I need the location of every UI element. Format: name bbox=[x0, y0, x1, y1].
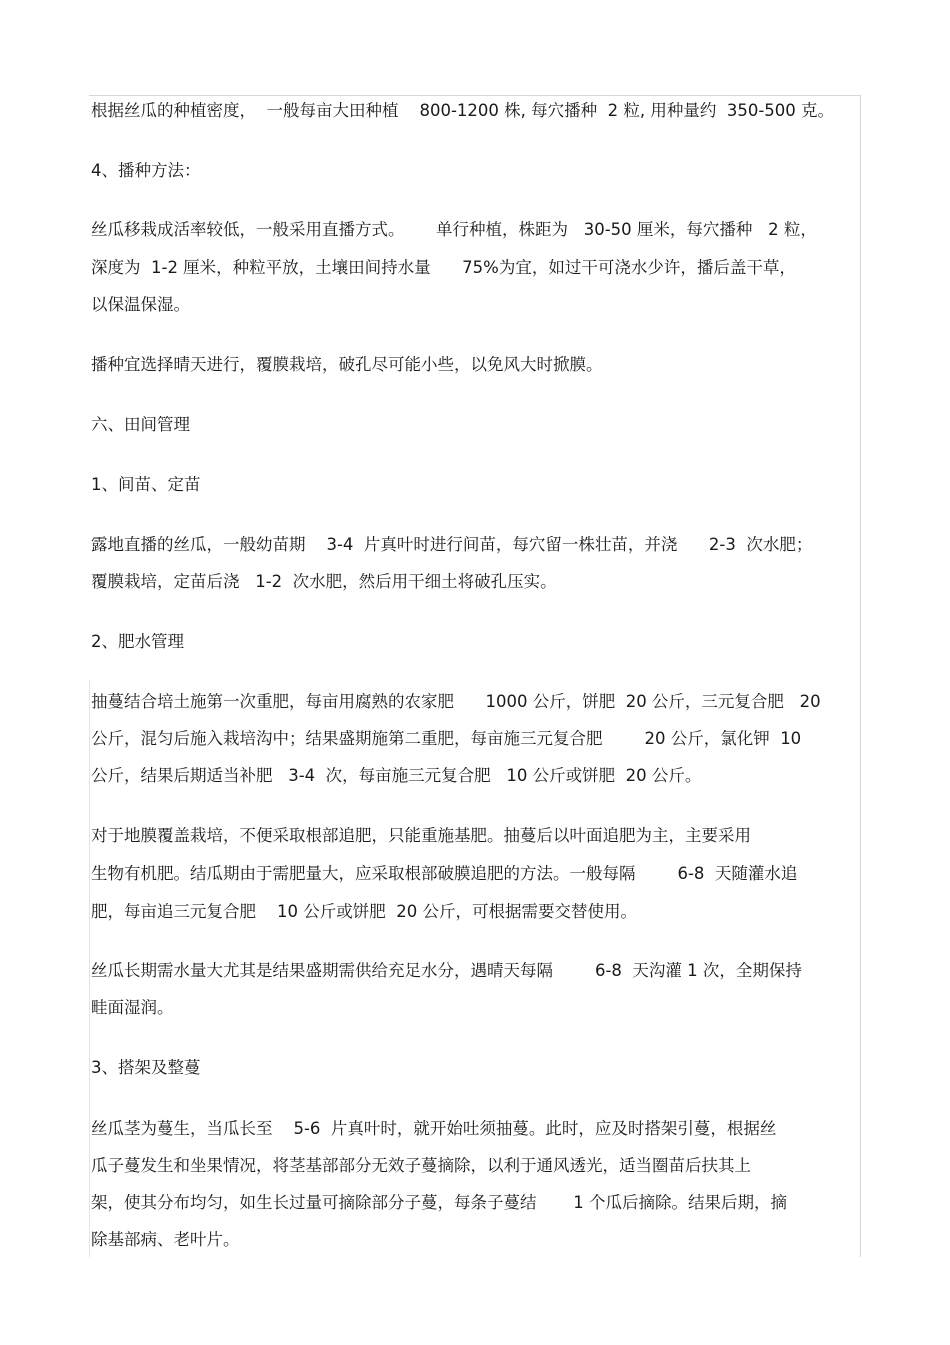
text-line: 对于地膜覆盖栽培，不便采取根部追肥，只能重施基肥。抽蔓后以叶面追肥为主，主要采用 bbox=[91, 826, 751, 845]
text-line: 瓜子蔓发生和坐果情况，将茎基部部分无效子蔓摘除，以利于通风透光，适当圈苗后扶其上 bbox=[91, 1156, 751, 1175]
text-line: 公斤，混匀后施入栽培沟中；结果盛期施第二重肥，每亩施三元复合肥 20 公斤，氯化钾 10 bbox=[91, 729, 802, 748]
section-heading: 3、搭架及整蔓 bbox=[91, 1058, 201, 1077]
text-line: 畦面湿润。 bbox=[91, 998, 174, 1017]
section-heading: 六、田间管理 bbox=[91, 415, 190, 434]
text-line: 以保温保湿。 bbox=[91, 295, 190, 314]
text-line: 覆膜栽培，定苗后浇 1-2 次水肥，然后用干细土将破孔压实。 bbox=[91, 572, 557, 591]
text-line: 丝瓜茎为蔓生，当瓜长至 5-6 片真叶时，就开始吐须抽蔓。此时，应及时搭架引蔓，根据丝 bbox=[91, 1119, 777, 1138]
text-line: 抽蔓结合培土施第一次重肥，每亩用腐熟的农家肥 1000 公斤，饼肥 20 公斤，三元复合肥 20 bbox=[91, 692, 821, 711]
text-line: 根据丝瓜的种植密度， 一般每亩大田种植 800-1200 株, 每穴播种 2 粒, 用种量约 350-500 克。 bbox=[91, 101, 835, 120]
section-heading: 2、肥水管理 bbox=[91, 632, 184, 651]
text-line: 播种宜选择晴天进行，覆膜栽培，破孔尽可能小些，以免风大时掀膜。 bbox=[91, 355, 603, 374]
text-line: 丝瓜长期需水量大尤其是结果盛期需供给充足水分，遇晴天每隔 6-8 天沟灌 1 次，全期保持 bbox=[91, 961, 802, 980]
text-line: 露地直播的丝瓜，一般幼苗期 3-4 片真叶时进行间苗，每穴留一株壮苗，并浇 2-3 次水肥； bbox=[91, 535, 813, 554]
text-line: 公斤，结果后期适当补肥 3-4 次，每亩施三元复合肥 10 公斤或饼肥 20 公斤。 bbox=[91, 766, 702, 785]
section-heading: 1、间苗、定苗 bbox=[91, 475, 201, 494]
text-line: 架，使其分布均匀，如生长过量可摘除部分子蔓，每条子蔓结 1 个瓜后摘除。结果后期，摘 bbox=[91, 1193, 787, 1212]
page-border-top bbox=[89, 95, 861, 96]
text-line: 除基部病、老叶片。 bbox=[91, 1230, 240, 1249]
text-line: 生物有机肥。结瓜期由于需肥量大，应采取根部破膜追肥的方法。一般每隔 6-8 天随灌水追 bbox=[91, 864, 798, 883]
text-line: 肥，每亩追三元复合肥 10 公斤或饼肥 20 公斤，可根据需要交替使用。 bbox=[91, 902, 637, 921]
text-line: 深度为 1-2 厘米，种粒平放，土壤田间持水量 75%为宜，如过干可浇水少许，播后盖干草， bbox=[91, 258, 796, 277]
page-border-left bbox=[89, 680, 90, 1257]
section-heading: 4、播种方法： bbox=[91, 161, 201, 180]
text-line: 丝瓜移栽成活率较低，一般采用直播方式。 单行种植，株距为 30-50 厘米，每穴播种 2 粒， bbox=[91, 220, 817, 239]
page-border-right bbox=[860, 95, 861, 1257]
